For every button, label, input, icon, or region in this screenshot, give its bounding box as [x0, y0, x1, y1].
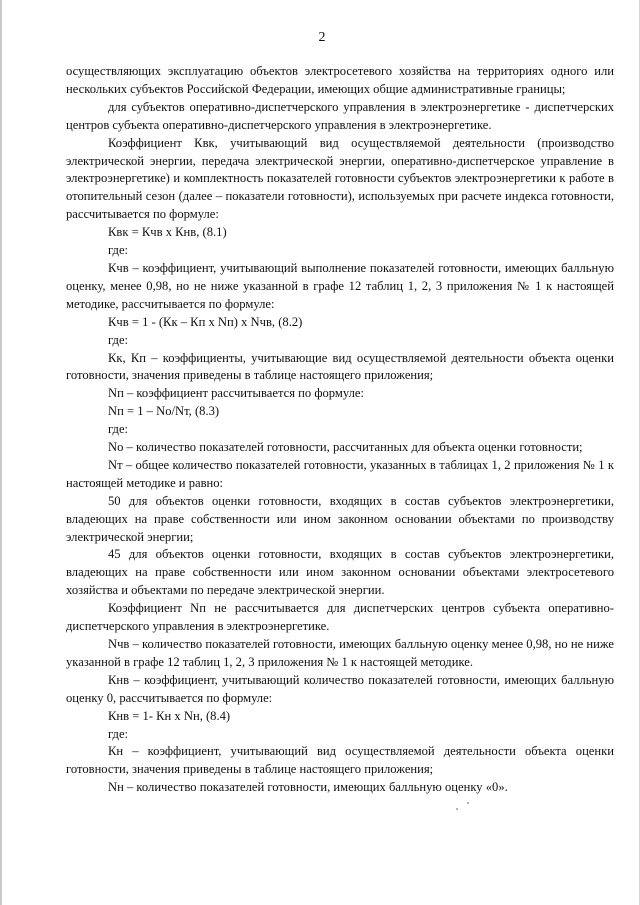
paragraph: Кн – коэффициент, учитывающий вид осуществляемой деятельности объекта оценки готовности, значения приведены в таблице настоящего приложения; [66, 744, 614, 777]
paragraph: Nп – коэффициент рассчитывается по формуле: [108, 386, 364, 401]
paragraph: Коэффициент Квк, учитывающий вид осуществляемой деятельности (производство электрической энергии, передача электрической энергии, оперативно-диспетчерское управление в электроэнергетике) и комплектность показателей готовности субъектов электроэнергетики к работе в отопительный сезон (далее – показатели готовности), используемых при расчете индекса готовности, рассчитывается по формуле: [66, 135, 614, 222]
paragraph: осуществляющих эксплуатацию объектов электросетевого хозяйства на территориях одного или нескольких субъектов Российской Федерации, имеющих общие административные границы; [66, 64, 614, 96]
paragraph: Кчв – коэффициент, учитывающий выполнение показателей готовности, имеющих балльную оценку, менее 0,98, но не ниже указанной в графе 12 таблиц 1, 2, 3 приложения № 1 к настоящей методике, рассчитывается по формуле: [66, 260, 614, 311]
page-number: 2 [318, 30, 326, 45]
paragraph: 50 для объектов оценки готовности, входящих в состав субъектов электроэнергетики, владеющих на праве собственности или ином законном основании объектами по производству электрической энергии; [66, 493, 614, 544]
formula-8-2: Кчв = 1 - (Кк – Кп х Nп) х Nчв, (8.2) [108, 314, 303, 329]
paragraph: 45 для объектов оценки готовности, входящих в состав субъектов электроэнергетики, владеющих на праве собственности или ином законном основании объектами электросетевого хозяйства и объектами по передаче электрической энергии. [66, 547, 614, 598]
where-label: где: [108, 332, 129, 347]
paragraph: Nн – количество показателей готовности, имеющих балльную оценку «0». [108, 780, 508, 795]
paragraph: для субъектов оперативно-диспетчерского управления в электроэнергетике - диспетчерских центров субъекта оперативно-диспетчерского управления в электроэнергетике. [66, 99, 614, 132]
document-body [66, 63, 614, 797]
formula-8-4: Кнв = 1- Кн х Nн, (8.4) [108, 708, 231, 723]
paragraph: Nт – общее количество показателей готовности, указанных в таблицах 1, 2 приложения № 1 к настоящей методике и равно: [66, 457, 614, 490]
paragraph: Nчв – количество показателей готовности, имеющих балльную оценку менее 0,98, но не ниже указанной в графе 12 таблиц 1, 2, 3 приложения № 1 к настоящей методике. [66, 637, 614, 669]
paragraph: Кнв – коэффициент, учитывающий количество показателей готовности, имеющих балльную оценку 0, рассчитывается по формуле: [66, 672, 614, 705]
paragraph: Nо – количество показателей готовности, рассчитанных для объекта оценки готовности; [108, 440, 583, 455]
paragraph: Коэффициент Nп не рассчитывается для диспетчерских центров субъекта оперативно-диспетчерского управления в электроэнергетике. [66, 601, 614, 634]
scan-speck [456, 808, 458, 810]
where-label: где: [108, 422, 129, 437]
paragraph: Кк, Кп – коэффициенты, учитывающие вид осуществляемой деятельности объекта оценки готовности, значения приведены в таблице настоящего приложения; [66, 350, 614, 383]
scan-speck [467, 802, 469, 804]
where-label: где: [108, 726, 129, 741]
formula-8-3: Nп = 1 – Nо/Nт, (8.3) [108, 404, 220, 419]
formula-8-1: Квк = Кчв х Кнв, (8.1) [108, 225, 227, 240]
where-label: где: [108, 243, 129, 258]
